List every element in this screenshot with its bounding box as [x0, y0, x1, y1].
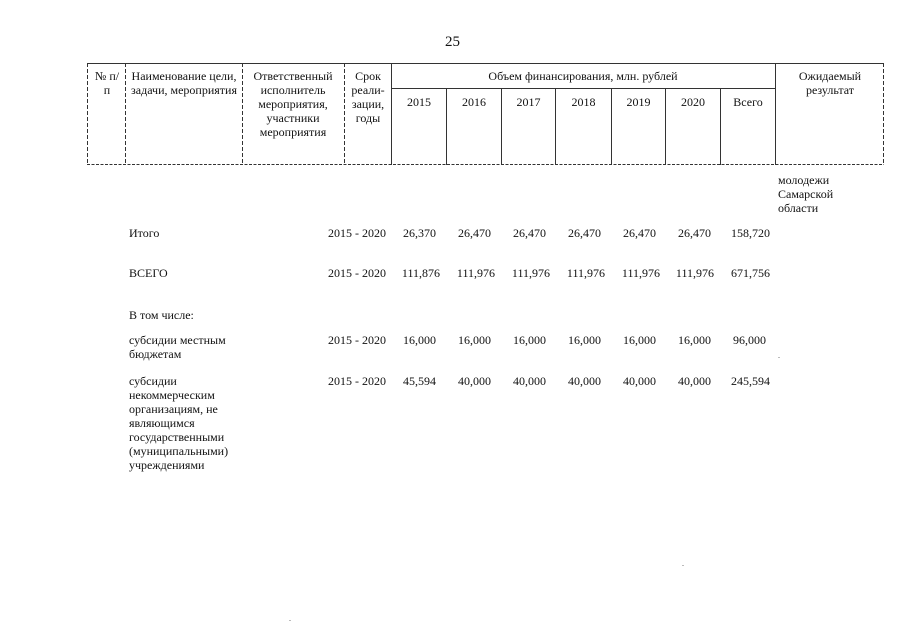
- row-value: 26,470: [513, 226, 546, 240]
- header-col-responsible: Ответственный исполнитель мероприятия, участники мероприятия: [253, 69, 333, 139]
- row-value: 111,976: [675, 266, 714, 280]
- header-col-name: Наименование цели, задачи, мероприятия: [131, 69, 237, 97]
- scan-speck: [289, 620, 291, 621]
- row-value: 16,000: [568, 333, 601, 347]
- row-total: 245,594: [731, 374, 770, 388]
- header-year-2015: 2015: [407, 95, 431, 109]
- header-year-2018: 2018: [571, 95, 596, 109]
- header-col-term: Срок реали- зации, годы: [351, 69, 385, 125]
- page-number: 25: [445, 34, 460, 50]
- row-value: 16,000: [623, 333, 656, 347]
- row-value: 26,370: [403, 226, 436, 240]
- row-period: 2015 - 2020: [328, 333, 386, 347]
- row-value: 111,976: [456, 266, 495, 280]
- row-label-nonprofit-subsidies: субсидии некоммерческим организациям, не являющимся государственными (муниципальными) учреждениями: [129, 374, 229, 472]
- row-value: 16,000: [403, 333, 436, 347]
- header-col-financing: Объем финансирования, млн. рублей: [488, 69, 678, 83]
- row-period: 2015 - 2020: [328, 374, 386, 388]
- row-value: 26,470: [623, 226, 656, 240]
- scan-speck: [682, 565, 684, 566]
- row-value: 40,000: [623, 374, 656, 388]
- row-label-including: В том числе:: [129, 308, 194, 322]
- row-total: 96,000: [733, 333, 766, 347]
- header-total: Всего: [733, 95, 763, 109]
- result-continuation: молодежи Самарской области: [778, 173, 834, 215]
- row-value: 111,876: [401, 266, 440, 280]
- row-value: 40,000: [458, 374, 491, 388]
- row-period: 2015 - 2020: [328, 266, 386, 280]
- row-label-vsego: ВСЕГО: [129, 266, 168, 280]
- header-year-2016: 2016: [462, 95, 486, 109]
- scan-speck: [778, 357, 780, 358]
- row-value: 111,976: [621, 266, 660, 280]
- row-total: 158,720: [731, 226, 770, 240]
- row-value: 45,594: [403, 374, 436, 388]
- row-value: 26,470: [568, 226, 601, 240]
- row-value: 16,000: [678, 333, 711, 347]
- row-value: 16,000: [513, 333, 546, 347]
- row-label-local-subsidies: субсидии местным бюджетам: [129, 333, 226, 361]
- row-value: 111,976: [566, 266, 605, 280]
- header-col-result: Ожидаемый результат: [798, 69, 862, 97]
- row-label-itogo: Итого: [129, 226, 160, 240]
- row-value: 40,000: [513, 374, 546, 388]
- header-year-2020: 2020: [681, 95, 705, 109]
- row-period: 2015 - 2020: [328, 226, 386, 240]
- header-year-2017: 2017: [516, 95, 541, 109]
- row-value: 16,000: [458, 333, 491, 347]
- row-value: 26,470: [678, 226, 711, 240]
- row-value: 40,000: [568, 374, 601, 388]
- header-year-2019: 2019: [626, 95, 651, 109]
- row-value: 111,976: [511, 266, 550, 280]
- row-total: 671,756: [731, 266, 770, 280]
- header-col-number: № п/п: [94, 69, 120, 97]
- row-value: 26,470: [458, 226, 491, 240]
- row-value: 40,000: [678, 374, 711, 388]
